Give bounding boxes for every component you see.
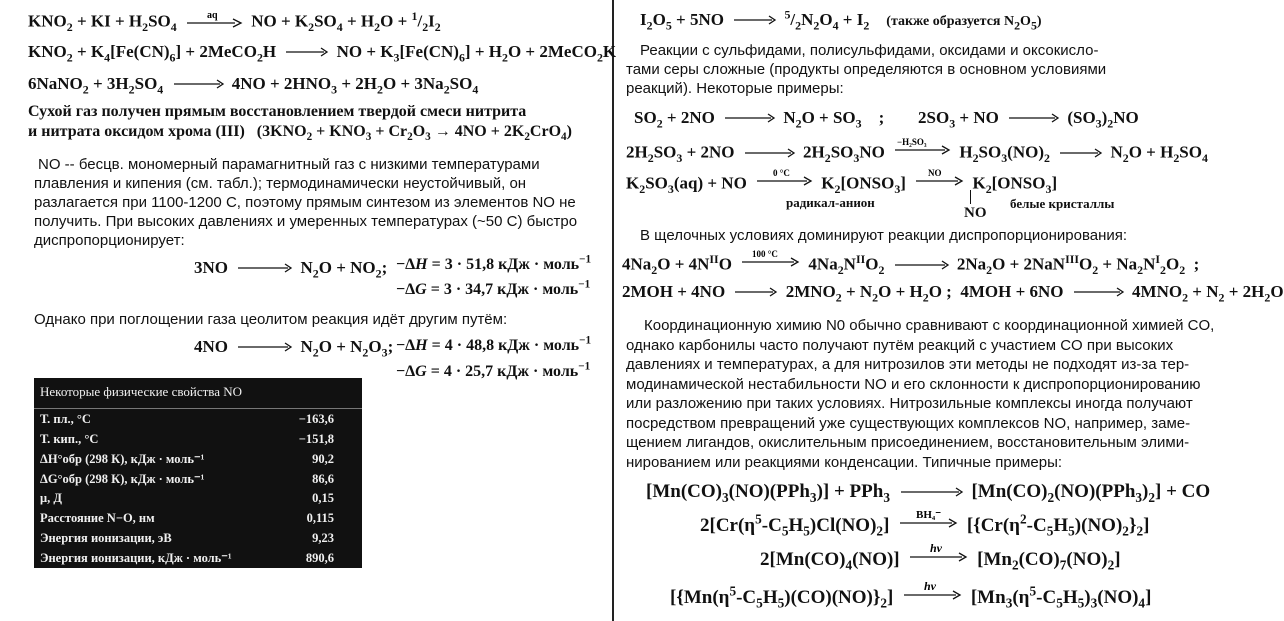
table-row [34, 548, 362, 568]
table-row [34, 488, 362, 508]
coordination-line: модинамической нестабильности NO и его склонности к диспропорционированию [626, 375, 1201, 393]
reaction-arrow-hv [908, 542, 968, 571]
reaction-arrow [284, 43, 328, 63]
no-description-paragraph: NO -- бесцв. мономерный парамагнитный газ с низкими температурами плавления и кипения (см. табл.); термодинамически неустойчивый, он разлагается при 1100-1200 С, поэтому прямым синтезом из элементов NO не получить. При высоких давлениях и умеренных температурах (~50 С) быстро диспропорционирует: [34, 156, 578, 249]
equation-mn-pph3: $[Mn(CO)_3(NO)(PPh_3)] + PPh_3$ $[Mn(CO)_2(NO)(PPh_3)_2]$ + CO [646, 481, 1211, 505]
table-cell-label: Т. кип., °С [40, 431, 99, 446]
disproportionation-3no: 3NO $N_2O + NO_2$; [194, 258, 388, 281]
reaction-arrow [743, 144, 795, 164]
table-cell-value: 890,6 [305, 551, 334, 566]
equation-so2-no: $SO_2 + 2NO$ $N_2O + SO_3$ ; [634, 108, 885, 131]
arrow-condition: 0 °C [773, 168, 790, 178]
reaction-arrow [899, 481, 963, 505]
dry-gas-line-2: и нитрата оксидом хрома (III) $(3KNO_2 + KNO_3 + Cr_2O_3 \to 4NO + 2K_2CrO_4)$ [28, 123, 572, 144]
equation-kno2-ferrocyanide: $KNO_2 + K_4[Fe(CN)_6]$ + 2MeCO$_2$H NO + $K_3[Fe(CN)_6] + H_2O$ + 2MeCO$_2$K [28, 42, 617, 65]
table-cell-value: −151,8 [298, 431, 334, 446]
radical-anion-label: радикал-анион [786, 195, 875, 210]
table-row [34, 429, 362, 449]
table-row [34, 408, 362, 428]
arrow-condition: aq [206, 10, 218, 21]
table-cell-label: Энергия ионизации, кДж · моль⁻¹ [40, 551, 232, 566]
coordination-line: или разложению при таких условиях. Нитрозильные комплексы иногда получают [626, 395, 1193, 412]
alkaline-intro: В щелочных условиях доминируют реакции диспропорционирования: [640, 227, 1128, 244]
equation-moh-no: 2MOH + 4NO $2MNO_2 + N_2O + H_2O$ ; 4MOH + 6NO $4MNO_2 + N_2 + 2H_2O$ [622, 282, 1284, 305]
equation-nano2-h2so4: 6NaNO$_2$ + $3H_2SO_4$ $4NO + 2HNO_3 + 2H_2O + 3Na_2SO_4$ [28, 74, 479, 97]
arrow-condition: hν [930, 541, 943, 555]
gibbs-energy-1: −ΔG = 3 · 34,7 кДж · моль$^{-1}$ [396, 278, 591, 298]
sulfur-paragraph-line: тами серы сложные (продукты определяются в основном условиями [626, 61, 1107, 78]
table-cell-label: ΔH°обр (298 К), кДж · моль⁻¹ [40, 451, 205, 466]
arrow-condition: hν [924, 579, 937, 593]
no-properties-table [34, 378, 362, 568]
table-cell-label: ΔG°обр (298 К), кДж · моль⁻¹ [40, 471, 205, 486]
table-cell-value: −163,6 [298, 411, 334, 426]
reaction-arrow [723, 109, 775, 129]
sulfur-paragraph-line: Реакции с сульфидами, полисульфидами, оксидами и оксокисло- [640, 42, 1099, 59]
coordination-paragraph [626, 316, 1276, 472]
gibbs-energy-2: −ΔG = 4 · 25,7 кДж · моль$^{-1}$ [396, 360, 591, 380]
reaction-arrow-aq [185, 10, 243, 35]
equation-h2so3-no: $2H_2SO_3 + 2NO$ $2H_2SO_3NO$ −H₂SO₃ $H_2SO_3(NO)_2$ $N_2O + H_2SO_4$ [626, 137, 1208, 165]
coordination-line: нированием или реакциями конденсации. Типичные примеры: [626, 453, 1063, 471]
reaction-arrow [172, 75, 224, 95]
reaction-arrow [732, 11, 776, 31]
reaction-arrow-bh4 [898, 508, 958, 537]
coordination-line: посредством превращений уже существующих комплексов NO, например, заме- [626, 414, 1191, 432]
table-cell-label: Энергия ионизации, эВ [40, 531, 172, 546]
arrow-condition: −H₂SO₃ [897, 137, 927, 147]
equation-mn-cp-hv: $[\{Mn(\eta^5-C_5H_5)(CO)(NO)\}_2]$ hν $[Mn_3(\eta^5-C_5H_5)_3(NO)_4]$ [670, 579, 1152, 611]
reaction-arrow [1058, 144, 1102, 164]
table-cell-value: 0,115 [306, 511, 334, 526]
reaction-arrow [236, 338, 292, 358]
reaction-arrow [733, 283, 777, 303]
arrow-condition: 100 °C [752, 249, 779, 259]
table-cell-label: Т. пл., °С [40, 411, 91, 426]
equation-na2o-no: $4Na_2O + 4N^{II}O$ 100 °C $4Na_2N^{II}O_2$ $2Na_2O + 2NaN^{III}O_2 + Na_2N^I_2O_2$ ; [622, 249, 1200, 277]
table-header-row [34, 378, 362, 408]
table-row [34, 528, 362, 548]
reaction-arrow-no [914, 168, 964, 193]
equation-i2o5: $I_2O_5 + 5NO$ $^5/_2N_2O_4 + I_2$ (также образуется $N_2O_5$) [640, 7, 1042, 33]
disproportionation-4no: 4NO $N_2O + N_2O_3$; [194, 337, 394, 360]
equation-kno2-ki: $KNO_2$ + KI + $H_2SO_4$ aq NO + $K_2SO_4 + H_2O + ^1/_2I_2$ [28, 8, 441, 34]
enthalpy-1: −ΔH = 3 · 51,8 кДж · моль$^{-1}$ [396, 253, 592, 273]
arrow-condition: BH₄⁻ [916, 509, 942, 521]
dry-gas-paragraph [28, 102, 608, 142]
reaction-arrow-minus-h2so3 [893, 137, 951, 162]
arrow-condition: NO [928, 168, 942, 178]
table-title: Некоторые физические свойства NO [34, 378, 362, 408]
table-cell-value: 86,6 [312, 471, 334, 486]
table-cell-value: 9,23 [312, 531, 334, 546]
sulfur-paragraph [626, 41, 1266, 98]
coordination-line: Координационную химию N0 обычно сравнивают с координационной химией CO, [644, 317, 1215, 334]
reaction-arrow [236, 259, 292, 279]
enthalpy-2: −ΔH = 4 · 48,8 кДж · моль$^{-1}$ [396, 334, 592, 354]
reaction-arrow [1072, 283, 1124, 303]
equation-mn-co4-no: $2[Mn(CO)_4(NO)]$ hν $[Mn_2(CO)_7(NO)_2]$ [760, 541, 1121, 573]
no-ligand-label: NO [964, 205, 987, 221]
dry-gas-line-1: Сухой газ получен прямым восстановлением твердой смеси нитрита [28, 103, 527, 120]
equation-so3-no: $2SO_3$ + NO $(SO_3)_2NO$ [918, 108, 1139, 131]
table-row [34, 469, 362, 489]
zeolite-paragraph: Однако при поглощении газа цеолитом реакция идёт другим путём: [34, 311, 508, 328]
table-row [34, 449, 362, 469]
table-cell-value: 90,2 [312, 451, 334, 466]
bond-line [970, 190, 971, 204]
column-divider [612, 0, 614, 621]
reaction-arrow [893, 256, 949, 276]
equation-k2so3-no: $K_2SO_3(aq)$ + NO 0 °C $K_2[ONSO_3]$ NO $K_2[ONSO_3]$ [626, 168, 1058, 196]
sulfur-paragraph-line: реакций). Некоторые примеры: [626, 80, 844, 97]
table-cell-label: Расстояние N−O, нм [40, 511, 155, 526]
table-row [34, 508, 362, 528]
coordination-line: щением лигандов, окислительным присоединением, восстановительным элими- [626, 434, 1190, 451]
reaction-arrow-hv [902, 580, 962, 609]
equation-cr-bh4: $2[Cr(\eta^5-C_5H_5)Cl(NO)_2]$ BH₄⁻ $[\{Cr(\eta^2-C_5H_5)(NO)_2\}_2]$ [700, 509, 1150, 539]
table-cell-value: 0,15 [312, 491, 334, 506]
reaction-arrow-0c [755, 168, 813, 193]
table-cell-label: μ, Д [40, 491, 62, 506]
coordination-line: однако карбонилы часто получают путём реакций с участием CO при высоких [626, 336, 1174, 354]
reaction-arrow [1007, 109, 1059, 129]
reaction-arrow-100c [740, 249, 800, 274]
coordination-line: давлениях и температурах, а для нитрозилов эти методы не подходят из-за тер- [626, 356, 1190, 373]
white-crystals-label: белые кристаллы [1010, 196, 1115, 211]
